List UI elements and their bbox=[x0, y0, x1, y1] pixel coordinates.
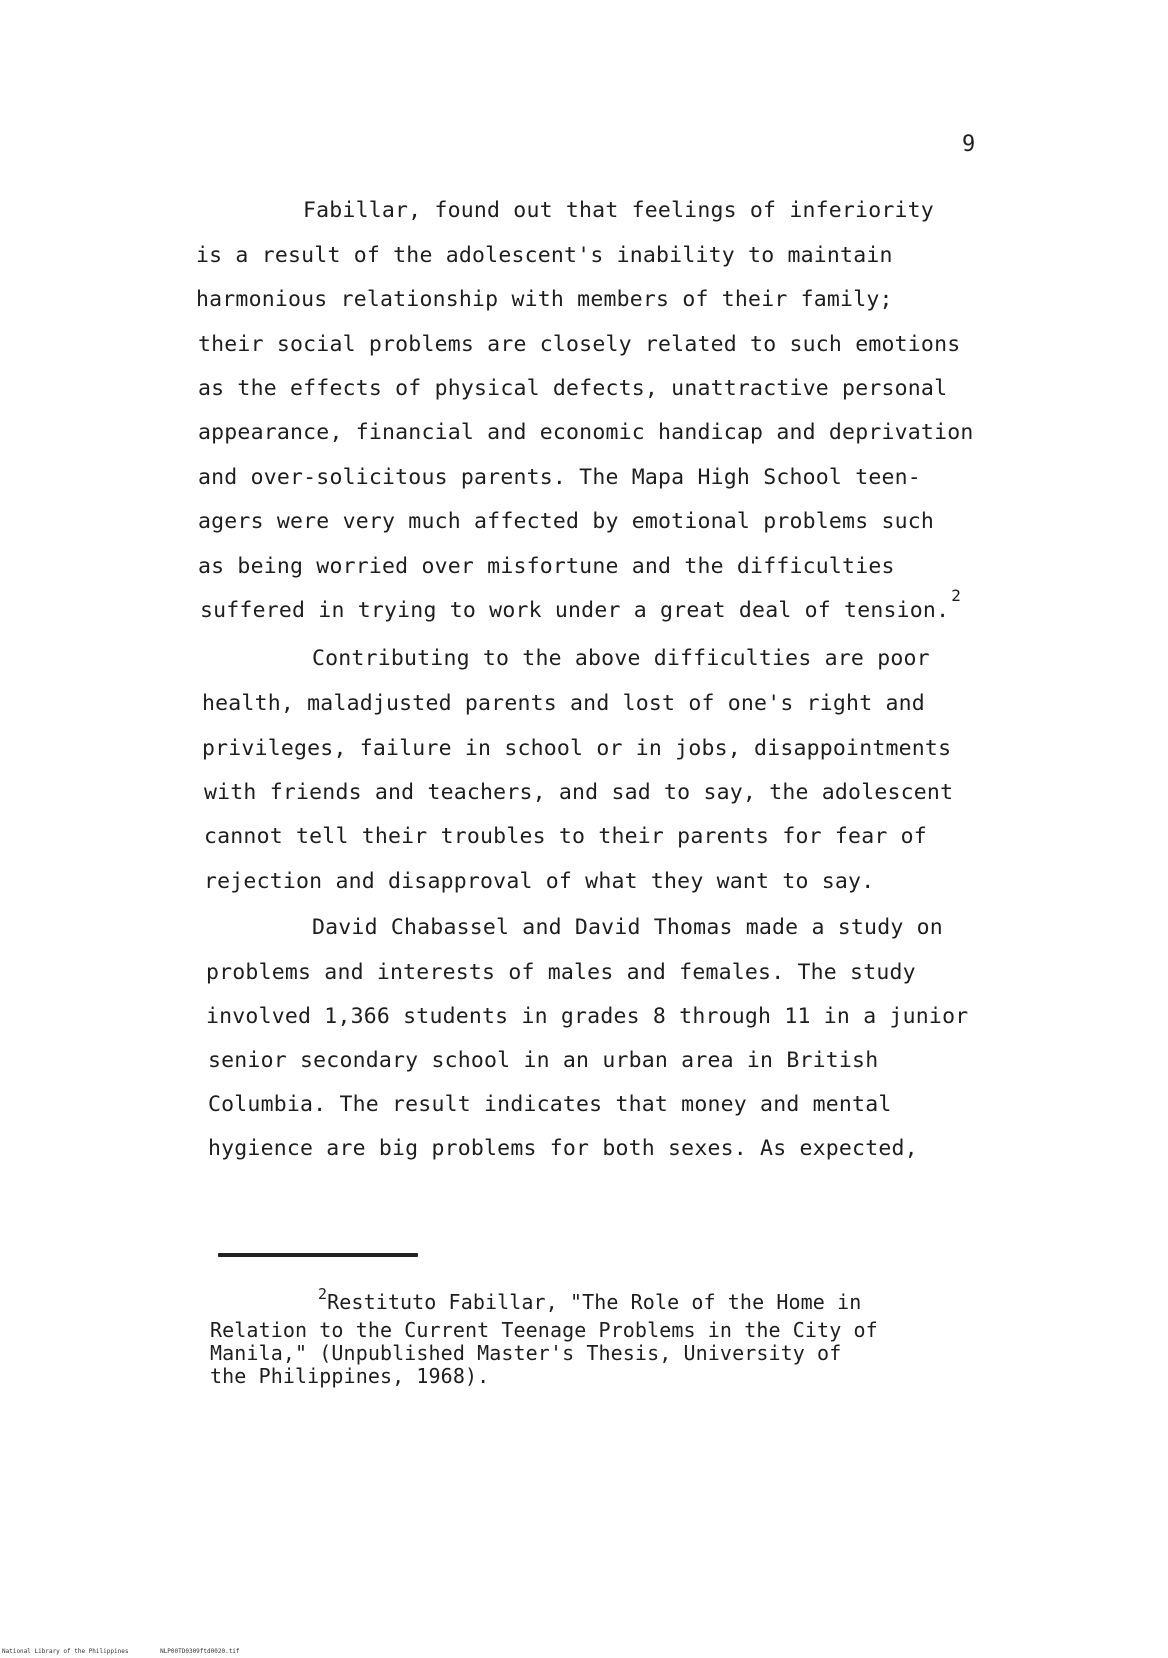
footnote-divider bbox=[218, 1253, 418, 1257]
body-line: as the effects of physical defects, unattractive personal bbox=[198, 376, 948, 401]
scan-stamp bbox=[2, 1648, 240, 1655]
body-line: hygience are big problems for both sexes. As expected, bbox=[208, 1136, 918, 1161]
footnote-line-text: Restituto Fabillar, "The Role of the Home in bbox=[327, 1290, 862, 1314]
body-line: harmonious relationship with members of their family; bbox=[196, 287, 893, 312]
scan-stamp-library: National Library of the Philippines bbox=[2, 1648, 129, 1655]
body-line: agers were very much affected by emotional problems such bbox=[198, 509, 935, 534]
body-line bbox=[200, 586, 962, 623]
body-line: appearance, financial and economic handicap and deprivation bbox=[198, 420, 974, 445]
body-line: Contributing to the above difficulties are poor bbox=[312, 646, 930, 671]
body-line: privileges, failure in school or in jobs, disappointments bbox=[202, 736, 952, 761]
footnote-line: Relation to the Current Teenage Problems in the City of bbox=[210, 1318, 878, 1342]
footnote-marker: 2 bbox=[318, 1285, 328, 1303]
body-line: health, maladjusted parents and lost of one's right and bbox=[202, 691, 925, 716]
body-line-text: suffered in trying to work under a great deal of tension. bbox=[200, 598, 950, 623]
body-line: David Chabassel and David Thomas made a study on bbox=[312, 915, 943, 940]
scan-stamp-file: NLP00TD0309ftd0020.tif bbox=[160, 1648, 240, 1655]
body-line: involved 1,366 students in grades 8 through 11 in a junior bbox=[206, 1004, 969, 1029]
body-line: is a result of the adolescent's inability to maintain bbox=[196, 243, 893, 268]
footnote-line: Manila," (Unpublished Master's Thesis, University of bbox=[210, 1341, 842, 1365]
body-line: rejection and disapproval of what they want to say. bbox=[204, 869, 875, 894]
footnote-line: the Philippines, 1968). bbox=[210, 1364, 490, 1388]
body-line: senior secondary school in an urban area in British bbox=[208, 1048, 879, 1073]
footnote-reference: 2 bbox=[951, 586, 962, 605]
body-line: Columbia. The result indicates that money and mental bbox=[208, 1092, 892, 1117]
body-line: problems and interests of males and females. The study bbox=[206, 960, 916, 985]
body-line: their social problems are closely related to such emotions bbox=[198, 332, 961, 357]
page-number: 9 bbox=[962, 132, 976, 157]
body-line: as being worried over misfortune and the difficulties bbox=[198, 554, 895, 579]
body-line: with friends and teachers, and sad to say, the adolescent bbox=[204, 780, 954, 805]
footnote-line bbox=[318, 1285, 862, 1314]
body-line: Fabillar, found out that feelings of inferiority bbox=[303, 198, 934, 223]
body-line: and over-solicitous parents. The Mapa High School teen- bbox=[198, 465, 921, 490]
body-line: cannot tell their troubles to their parents for fear of bbox=[204, 824, 927, 849]
